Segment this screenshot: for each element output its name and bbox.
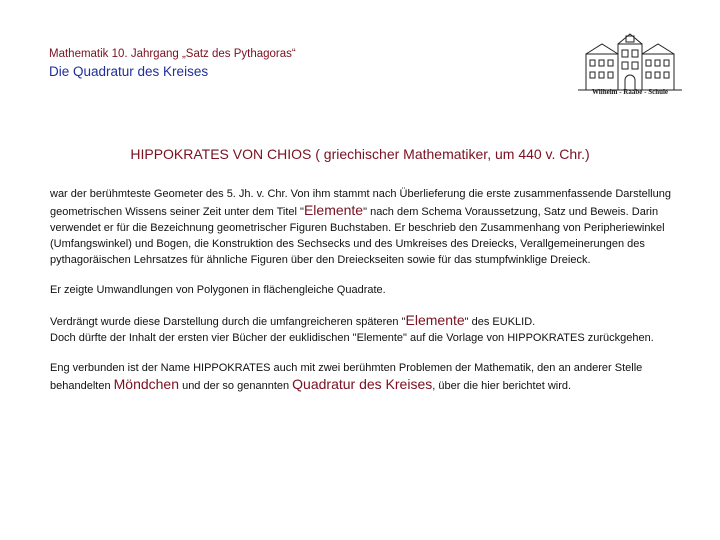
highlight-quadratur: Quadratur des Kreises [292, 376, 433, 392]
logo-caption: Wilhelm - Raabe - Schule [591, 88, 669, 96]
paragraph-4-text-c: , über die hier berichtet wird. [432, 380, 572, 392]
paragraph-4 [50, 360, 690, 394]
paragraph-3-text-b: " des EUKLID. [464, 316, 536, 328]
paragraph-3-text-c: Doch dürfte der Inhalt der ersten vier Bücher der euklidischen "Elemente" auf die Vorlage von HIPPOKRATES zurückgehen. [50, 332, 654, 344]
body-text [50, 186, 690, 408]
topic-title: Die Quadratur des Kreises [49, 64, 209, 79]
course-title: Mathematik 10. Jahrgang „Satz des Pythagoras“ [49, 48, 296, 60]
section-title: HIPPOKRATES VON CHIOS ( griechischer Mathematiker, um 440 v. Chr.) [130, 146, 590, 162]
paragraph-3 [50, 312, 690, 346]
paragraph-1 [50, 186, 690, 268]
header [49, 47, 296, 81]
highlight-elemente: Elemente [303, 202, 364, 218]
highlight-moendchen: Möndchen [113, 376, 180, 392]
paragraph-3-text-a: Verdrängt wurde diese Darstellung durch die umfangreicheren späteren " [50, 316, 406, 328]
paragraph-2: Er zeigte Umwandlungen von Polygonen in flächengleiche Quadrate. [50, 284, 386, 296]
paragraph-4-text-b: und der so genannten [179, 380, 293, 392]
paragraph-4-text-a: Eng verbunden ist der Name HIPPOKRATES auch mit zwei berühmten Problemen der Mathematik, den an anderer Stelle behandelten [50, 362, 643, 392]
paragraph-1-text-a: war der berühmteste Geometer des 5. Jh. v. Chr. Von ihm stammt nach Überlieferung die erste zusammenfassende Darstellung geometrischen Wissens seiner Zeit unter dem Titel " [50, 188, 671, 218]
paragraph-1-text-b: " nach dem Schema Voraussetzung, Satz und Beweis. Darin verwendet er für die Bezeichnung geometrischer Figuren Buchstaben. Er beschrieb den Zusammenhang von Peripheriewinkel (Umfangswinkel) und Bogen, die Konstruktion des Sechsecks und des Umkreises des Dreiecks, Verallgemeinerungen des pythagoräischen Lehrsatzes für ähnliche Figuren über den Dreieckseiten sowie für das stumpfwinklige Dreieck. [50, 206, 665, 266]
highlight-elemente-euklid: Elemente [405, 312, 465, 328]
